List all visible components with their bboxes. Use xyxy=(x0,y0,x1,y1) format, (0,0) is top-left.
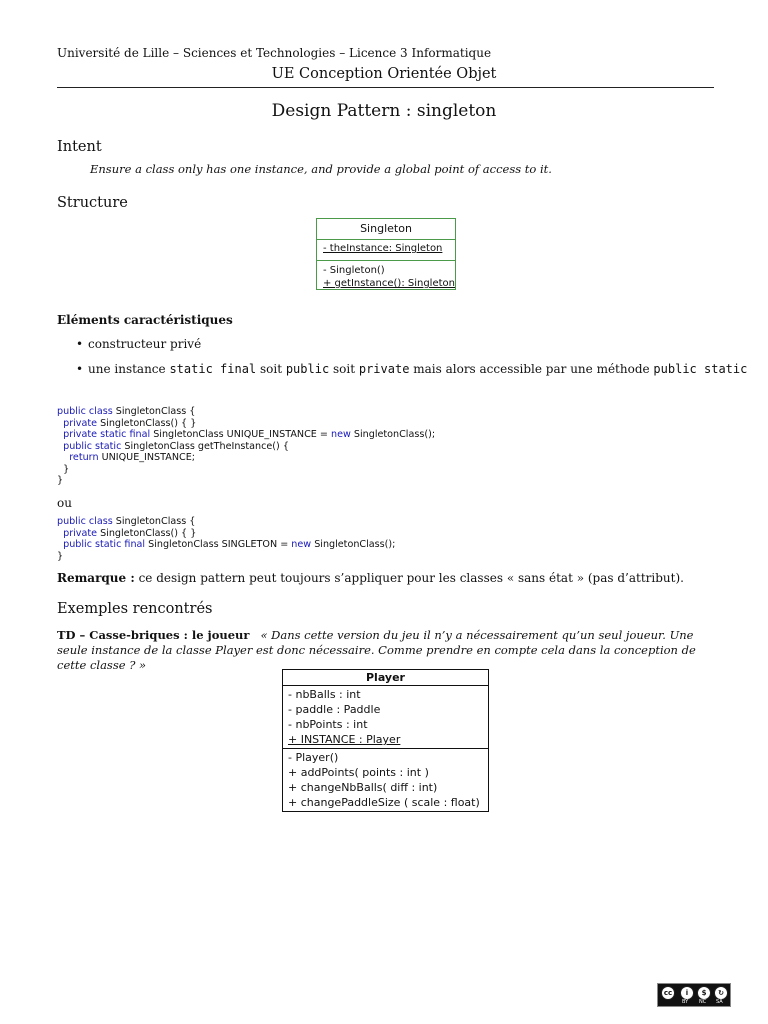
code-line: public class SingletonClass { xyxy=(57,516,196,527)
creative-commons-badge xyxy=(657,983,731,1007)
uml-class-name: Singleton xyxy=(317,219,455,240)
code-line: public class SingletonClass { xyxy=(57,406,196,417)
player-class-name: Player xyxy=(283,670,488,686)
nc-icon: $ xyxy=(697,986,711,1000)
code-block-1 xyxy=(57,406,435,487)
elements-heading: Eléments caractéristiques xyxy=(57,313,233,327)
remark-label: Remarque : xyxy=(57,571,135,585)
td-example xyxy=(57,628,717,673)
by-icon: i xyxy=(680,986,694,1000)
player-operation: + changeNbBalls( diff : int) xyxy=(288,781,438,794)
player-operation: + changePaddleSize ( scale : float) xyxy=(288,796,480,809)
nc-label: NC xyxy=(699,999,707,1005)
player-operation: + addPoints( points : int ) xyxy=(288,766,429,779)
examples-heading: Exemples rencontrés xyxy=(57,601,213,617)
header-institution: Université de Lille – Sciences et Technologies – Licence 3 Informatique xyxy=(57,46,492,60)
header-divider xyxy=(57,87,714,88)
sa-icon: ↻ xyxy=(714,986,728,1000)
code-line: } xyxy=(57,550,64,562)
sa-label: SA xyxy=(716,999,723,1005)
list-item: • constructeur privé xyxy=(76,337,202,351)
by-label: BY xyxy=(682,999,689,1005)
uml-operation-constructor: - Singleton() xyxy=(323,265,385,276)
player-attribute-static: + INSTANCE : Player xyxy=(288,733,401,746)
header-course: UE Conception Orientée Objet xyxy=(271,66,497,82)
code-line: private SingletonClass() { } xyxy=(57,417,197,429)
player-attribute: - nbBalls : int xyxy=(288,688,361,701)
bullet-text: une instance static final soit public soit private mais alors accessible par une méthode public static xyxy=(88,362,748,376)
code-line: public static final SingletonClass SINGLETON = new SingletonClass(); xyxy=(57,539,396,550)
code-line: } xyxy=(57,463,70,475)
player-attribute: - paddle : Paddle xyxy=(288,703,381,716)
bullet-text: constructeur privé xyxy=(88,337,202,351)
code-block-2 xyxy=(57,516,395,562)
code-line: } xyxy=(57,475,64,486)
code-line: return UNIQUE_INSTANCE; xyxy=(57,452,195,463)
uml-operation-getinstance: + getInstance(): Singleton xyxy=(323,278,455,289)
player-attribute: - nbPoints : int xyxy=(288,718,368,731)
structure-heading: Structure xyxy=(57,195,128,211)
page-title: Design Pattern : singleton xyxy=(271,101,497,121)
singleton-uml-diagram xyxy=(316,218,456,290)
td-label: TD – Casse-briques : le joueur xyxy=(57,628,250,642)
code-line: public static SingletonClass getTheInstance() { xyxy=(57,440,289,452)
or-text: ou xyxy=(57,496,72,510)
uml-attribute: - theInstance: Singleton xyxy=(317,240,455,261)
cc-icon: cc xyxy=(661,986,675,1000)
player-operation: - Player() xyxy=(288,751,339,764)
intent-text: Ensure a class only has one instance, and provide a global point of access to it. xyxy=(90,162,552,176)
list-item: • une instance static final soit public soit private mais alors accessible par une méthode public static xyxy=(76,362,748,376)
remark xyxy=(57,571,684,585)
player-uml-diagram xyxy=(282,669,489,812)
code-line: private static final SingletonClass UNIQUE_INSTANCE = new SingletonClass(); xyxy=(57,429,436,440)
intent-heading: Intent xyxy=(57,139,102,155)
code-line: private SingletonClass() { } xyxy=(57,527,197,539)
td-quote: « Dans cette version du jeu il n’y a nécessairement qu’un seul joueur. Une seule instance de la classe Player est donc nécessaire. Comme prendre en compte cela dans la conception de cette classe ? » xyxy=(57,628,696,672)
remark-text: ce design pattern peut toujours s’appliquer pour les classes « sans état » (pas d’attribut). xyxy=(134,571,684,585)
